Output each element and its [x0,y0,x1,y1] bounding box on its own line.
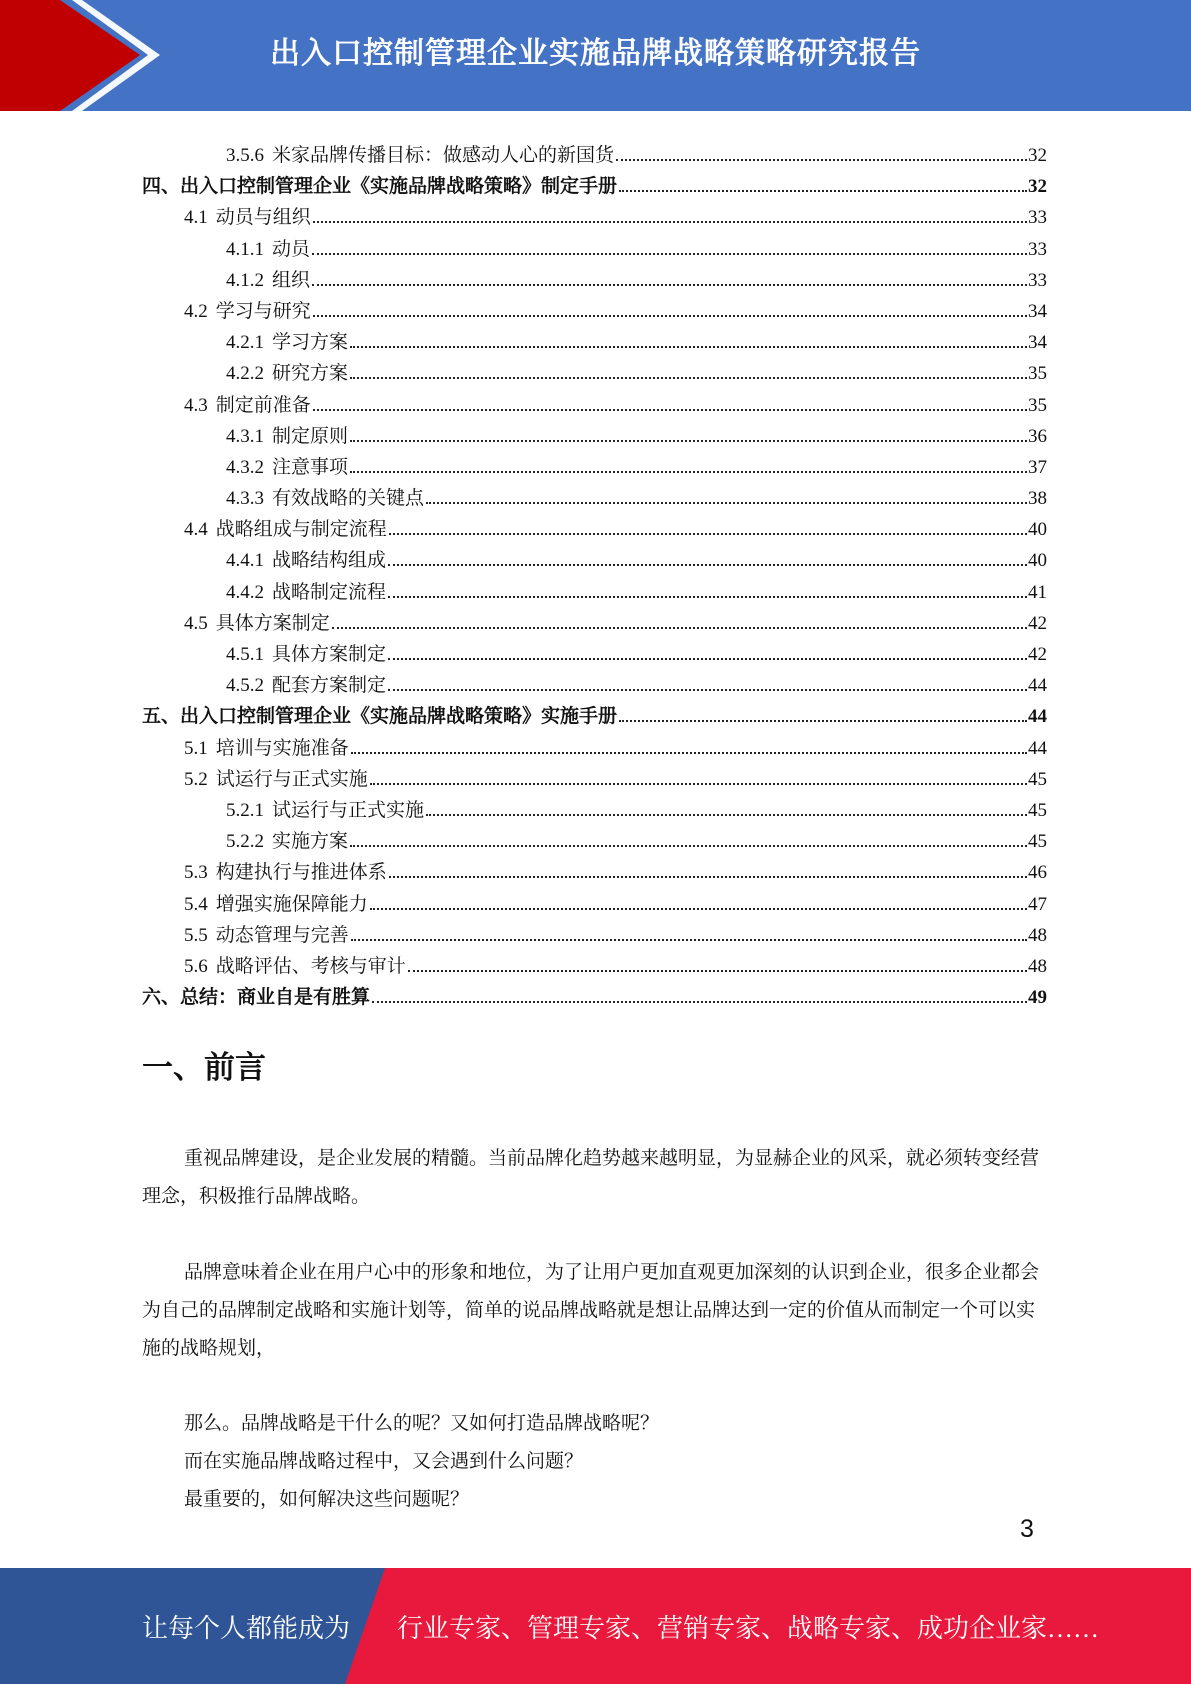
toc-entry-number: 4.3.2 [226,456,264,478]
toc-entry-title [226,265,312,296]
page-header [0,0,1191,111]
toc-leader-dots [619,159,1027,192]
toc-entry-number: 5.6 [184,955,208,977]
footer-slogan-right: 行业专家、管理专家、营销专家、战略专家、成功企业家…… [397,1614,1100,1643]
toc-entry-number: 5.2.1 [226,799,264,821]
toc-leader-dots [313,190,1027,223]
toc-entry-label: 动员与组织 [215,207,311,229]
toc-page-number: 48 [1028,955,1047,977]
toc-leader-dots [388,627,1027,660]
intro-paragraph-1 [142,1140,1047,1216]
toc-entry-label: 战略评估、考核与审计 [215,955,406,977]
toc-entry-label: 制定前准备 [215,394,311,416]
toc-entry-number: 4.4.1 [226,550,264,572]
toc-entry-label: 注意事项 [272,456,349,478]
question-list [142,1405,1047,1519]
toc-page-number: 35 [1028,363,1047,385]
toc-page-number: 45 [1028,831,1047,853]
toc-entry-label: 动态管理与完善 [215,924,349,946]
table-of-contents [142,128,1047,1009]
question-line: 最重要的，如何解决这些问题呢？ [184,1489,470,1510]
toc-entry-title [226,545,388,576]
toc-entry-title [184,920,351,951]
toc-entry-number: 3.5.6 [226,145,264,166]
toc-entry-label: 试运行与正式实施 [215,768,368,790]
toc-entry-title [184,390,313,421]
question-line: 那么。品牌战略是干什么的呢？又如何打造品牌战略呢？ [184,1413,660,1434]
toc-entry-label: 增强实施保障能力 [215,893,368,915]
toc-entry-number: 4.3.3 [226,488,264,510]
toc-entry-label: 研究方案 [272,363,349,385]
toc-entry-label: 试运行与正式实施 [272,799,425,821]
toc-entry-label: 战略结构组成 [272,550,387,572]
toc-leader-dots [312,222,1027,255]
toc-page-number: 48 [1028,924,1047,946]
toc-entry-title [184,202,313,233]
header-chevron-decoration [0,0,160,111]
toc-page-number: 45 [1028,799,1047,821]
toc-entry-label: 米家品牌传播目标：做感动人心的新国货 [272,145,615,166]
toc-entry-label: 组织 [272,269,311,291]
page-footer [0,1568,1191,1684]
toc-leader-dots [388,658,1027,691]
toc-entry-title [184,889,370,920]
toc-entry-label: 构建执行与推进体系 [215,862,387,884]
toc-entry-label: 配套方案制定 [272,675,387,697]
toc-entry-title [142,982,372,1013]
toc-entry-label: 制定原则 [272,425,349,447]
toc-entry-label: 四、出入口控制管理企业《实施品牌战略策略》制定手册 [142,176,618,198]
toc-entry-number: 4.1.1 [226,238,264,260]
toc-page-number: 35 [1028,394,1047,416]
toc-leader-dots [616,128,1027,161]
toc-entry-title [184,764,370,795]
toc-entry-number: 4.4 [184,519,208,541]
toc-page-number: 47 [1028,893,1047,915]
page-number: 3 [1020,1515,1034,1543]
toc-page-number: 44 [1028,706,1047,728]
toc-entry-title [226,421,350,452]
toc-entry-title [184,733,351,764]
toc-page-number: 42 [1028,612,1047,634]
toc-entry-label: 具体方案制定 [215,612,330,634]
toc-page-number: 38 [1028,488,1047,510]
toc-entry-label: 实施方案 [272,831,349,853]
toc-leader-dots [351,721,1027,754]
toc-leader-dots [350,315,1027,348]
toc-entry-title [226,327,350,358]
toc-entry-number: 4.1.2 [226,269,264,291]
toc-page-number: 37 [1028,456,1047,478]
toc-entry-number: 4.2.1 [226,332,264,354]
toc-page-number: 32 [1028,176,1047,198]
toc-leader-dots [350,346,1027,379]
toc-leader-dots [313,378,1027,411]
toc-entry-label: 有效战略的关键点 [272,488,425,510]
toc-entry-title [226,140,616,171]
toc-entry-number: 4.2 [184,300,208,322]
toc-leader-dots [350,440,1027,473]
toc-entry-number: 4.3 [184,394,208,416]
toc-entry-title [226,826,350,857]
toc-entry-number: 4.2.2 [226,363,264,385]
toc-entry-label: 动员 [272,238,311,260]
toc-leader-dots [389,502,1027,535]
toc-entry-title [226,452,350,483]
toc-entry-number: 5.3 [184,862,208,884]
question-line: 而在实施品牌战略过程中，又会遇到什么问题？ [184,1451,584,1472]
toc-entry-number: 5.4 [184,893,208,915]
toc-entry-title [226,670,388,701]
toc-leader-dots [313,284,1027,317]
toc-leader-dots [370,752,1027,785]
toc-leader-dots [619,689,1027,722]
toc-entry-number: 5.5 [184,924,208,946]
toc-entry-label: 六、总结：商业自是有胜算 [142,987,371,1009]
toc-leader-dots [372,970,1027,1003]
toc-entry-number: 4.3.1 [226,425,264,447]
toc-entry-number: 4.1 [184,207,208,229]
toc-entry-number: 5.2.2 [226,831,264,853]
toc-entry-label: 战略制定流程 [272,581,387,603]
toc-page-number: 33 [1028,269,1047,291]
toc-page-number: 33 [1028,238,1047,260]
toc-page-number: 40 [1028,550,1047,572]
toc-leader-dots [370,877,1027,910]
toc-entry-title [226,234,312,265]
toc-entry-label: 战略组成与制定流程 [215,519,387,541]
toc-entry-label: 学习与研究 [215,300,311,322]
toc-entry-title [184,296,313,327]
toc-leader-dots [350,409,1027,442]
toc-entry-label: 培训与实施准备 [215,737,349,759]
toc-leader-dots [332,596,1027,629]
toc-leader-dots [388,565,1027,598]
toc-leader-dots [350,814,1027,847]
toc-page-number: 42 [1028,644,1047,665]
toc-page-number: 49 [1028,987,1047,1009]
document-title: 出入口控制管理企业实施品牌战略策略研究报告 [270,36,921,71]
footer-slogan-left: 让每个人都能成为 [142,1614,351,1643]
toc-page-number: 34 [1028,332,1047,354]
toc-page-number: 41 [1028,581,1047,603]
toc-leader-dots [426,471,1027,504]
paragraph-text: 重视品牌建设，是企业发展的精髓。当前品牌化趋势越来越明显，为显赫企业的风采，就必须转变经营理念，积极推行品牌战略。 [142,1148,1040,1207]
toc-leader-dots [312,253,1027,286]
toc-entry-number: 5.2 [184,768,208,790]
toc-leader-dots [351,908,1027,941]
toc-entry-title [184,857,389,888]
toc-entry-label: 学习方案 [272,332,349,354]
toc-entry-number: 5.1 [184,737,208,759]
toc-entry-label: 具体方案制定 [272,644,387,665]
toc-entry-label: 五、出入口控制管理企业《实施品牌战略策略》实施手册 [142,706,618,728]
toc-entry-title [184,514,389,545]
toc-leader-dots [388,533,1027,566]
toc-entry-title [184,608,332,639]
toc-page-number: 44 [1028,675,1047,697]
toc-leader-dots [408,939,1027,972]
toc-entry-title [226,639,388,670]
toc-page-number: 36 [1028,425,1047,447]
toc-page-number: 44 [1028,737,1047,759]
intro-paragraph-2 [142,1254,1047,1368]
toc-page-number: 33 [1028,207,1047,229]
toc-page-number: 40 [1028,519,1047,541]
toc-entry[interactable] [142,128,1047,166]
toc-page-number: 45 [1028,768,1047,790]
toc-entry-number: 4.5.1 [226,644,264,665]
toc-entry-number: 4.4.2 [226,581,264,603]
toc-page-number: 32 [1028,145,1047,166]
toc-leader-dots [426,783,1027,816]
toc-page-number: 34 [1028,300,1047,322]
toc-entry-number: 4.5 [184,612,208,634]
section-heading: 一、前言 [142,1050,266,1086]
toc-entry-number: 4.5.2 [226,675,264,697]
paragraph-text: 品牌意味着企业在用户心中的形象和地位，为了让用户更加直观更加深刻的认识到企业，很多企业都会为自己的品牌制定战略和实施计划等，简单的说品牌战略就是想让品牌达到一定的价值从而制定一个可以实施的战略规划， [142,1262,1040,1359]
toc-page-number: 46 [1028,862,1047,884]
toc-leader-dots [389,845,1027,878]
